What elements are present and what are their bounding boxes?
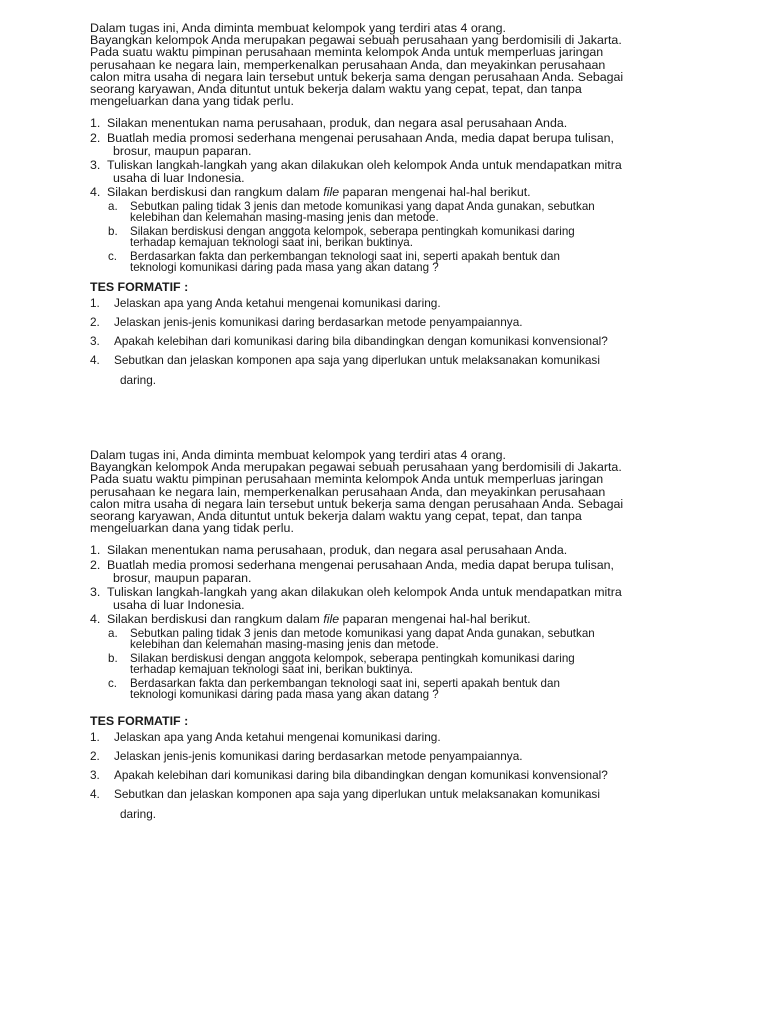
- question-number: 4.: [90, 353, 100, 368]
- subtask-text-continued: terhadap kemajuan teknologi saat ini, berikan buktinya.: [130, 663, 413, 677]
- question-text: Jelaskan jenis-jenis komunikasi daring berdasarkan metode penyampaiannya.: [114, 315, 523, 330]
- question-text: Apakah kelebihan dari komunikasi daring bila dibandingkan dengan komunikasi konvensional?: [114, 768, 608, 783]
- subtask-text-continued: kelebihan dan kelemahan masing-masing jenis dan metode.: [130, 638, 439, 652]
- subtask-text: Silakan berdiskusi dengan anggota kelompok, seberapa pentingkah komunikasi daring: [130, 224, 575, 238]
- question-text: Jelaskan apa yang Anda ketahui mengenai komunikasi daring.: [114, 730, 441, 745]
- task-number: 3.: [90, 585, 101, 600]
- subtask-item: [90, 628, 715, 651]
- task-list: [90, 544, 715, 700]
- question-item: [90, 354, 715, 386]
- question-text: Jelaskan jenis-jenis komunikasi daring berdasarkan metode penyampaiannya.: [114, 749, 523, 764]
- task-item: [90, 559, 715, 584]
- task-text: Silakan menentukan nama perusahaan, produk, dan negara asal perusahaan Anda.: [107, 543, 568, 558]
- question-item: [90, 731, 715, 743]
- subtask-letter: a.: [108, 199, 118, 213]
- task-text-pre: Silakan berdiskusi dan rangkum dalam: [107, 185, 324, 200]
- task-number: 1.: [90, 543, 101, 558]
- intro-line: seorang karyawan, Anda dituntut untuk bekerja dalam waktu yang cepat, tepat, dan tanpa: [90, 509, 582, 524]
- question-text-continued: daring.: [120, 807, 157, 822]
- task-item: [90, 586, 715, 611]
- task-number: 4.: [90, 185, 101, 200]
- question-text: Jelaskan apa yang Anda ketahui mengenai komunikasi daring.: [114, 296, 441, 311]
- task-text-continued: brosur, maupun paparan.: [113, 570, 252, 585]
- subtask-item: [90, 201, 715, 224]
- question-text-continued: daring.: [120, 373, 157, 388]
- question-number: 3.: [90, 334, 100, 349]
- intro-line: perusahaan ke negara lain, memperkenalkan perusahaan Anda, dan meyakinkan perusahaan: [90, 57, 606, 72]
- task-number: 4.: [90, 612, 101, 627]
- task-number: 3.: [90, 158, 101, 173]
- task-text: Buatlah media promosi sederhana mengenai perusahaan Anda, media dapat berupa tulisan,: [107, 558, 614, 573]
- intro-line: perusahaan ke negara lain, memperkenalkan perusahaan Anda, dan meyakinkan perusahaan: [90, 484, 606, 499]
- assignment-section-2: [90, 449, 715, 820]
- question-number: 1.: [90, 296, 100, 311]
- question-text: Sebutkan dan jelaskan komponen apa saja yang diperlukan untuk melaksanakan komunikasi: [114, 787, 600, 802]
- tes-formatif-heading: TES FORMATIF :: [90, 714, 189, 729]
- task-item: [90, 613, 715, 626]
- question-text: Apakah kelebihan dari komunikasi daring bila dibandingkan dengan komunikasi konvensional?: [114, 334, 608, 349]
- task-number: 2.: [90, 131, 101, 146]
- subtask-text-continued: teknologi komunikasi daring pada masa yang akan datang ?: [130, 261, 439, 275]
- subtask-text: Sebutkan paling tidak 3 jenis dan metode komunikasi yang dapat Anda gunakan, sebutkan: [130, 199, 595, 213]
- intro-paragraph: [90, 449, 715, 534]
- subtask-item: [90, 653, 715, 676]
- subtask-text-continued: terhadap kemajuan teknologi saat ini, berikan buktinya.: [130, 236, 413, 250]
- subtask-letter: b.: [108, 224, 118, 238]
- question-item: [90, 297, 715, 309]
- question-item: [90, 788, 715, 820]
- task-text-continued: usaha di luar Indonesia.: [113, 170, 245, 185]
- task-text-continued: usaha di luar Indonesia.: [113, 597, 245, 612]
- task-item: [90, 186, 715, 199]
- question-item: [90, 750, 715, 762]
- subtask-text-continued: kelebihan dan kelemahan masing-masing jenis dan metode.: [130, 211, 439, 225]
- subtask-letter: c.: [108, 676, 118, 690]
- subtask-text: Berdasarkan fakta dan perkembangan teknologi saat ini, seperti apakah bentuk dan: [130, 249, 560, 263]
- intro-line: Bayangkan kelompok Anda merupakan pegawai sebuah perusahaan yang berdomisili di Jakarta.: [90, 33, 622, 48]
- question-number: 1.: [90, 730, 100, 745]
- intro-line: seorang karyawan, Anda dituntut untuk bekerja dalam waktu yang cepat, tepat, dan tanpa: [90, 82, 582, 97]
- task-number: 1.: [90, 116, 101, 131]
- task-list: [90, 117, 715, 273]
- task-text-post: paparan mengenai hal-hal berikut.: [339, 612, 531, 627]
- intro-line: Dalam tugas ini, Anda diminta membuat kelompok yang terdiri atas 4 orang.: [90, 448, 506, 462]
- subtask-text: Sebutkan paling tidak 3 jenis dan metode komunikasi yang dapat Anda gunakan, sebutkan: [130, 626, 595, 640]
- task-text: Buatlah media promosi sederhana mengenai perusahaan Anda, media dapat berupa tulisan,: [107, 131, 614, 146]
- intro-line: calon mitra usaha di negara lain tersebut untuk bekerja sama dengan perusahaan Anda. Sebagai: [90, 496, 624, 511]
- subtask-text: Berdasarkan fakta dan perkembangan teknologi saat ini, seperti apakah bentuk dan: [130, 676, 560, 690]
- intro-paragraph: [90, 22, 715, 107]
- subtask-letter: b.: [108, 651, 118, 665]
- subtask-text: Silakan berdiskusi dengan anggota kelompok, seberapa pentingkah komunikasi daring: [130, 651, 575, 665]
- subtask-letter: c.: [108, 249, 118, 263]
- assignment-section-1: [90, 22, 715, 427]
- subtask-letter: a.: [108, 626, 118, 640]
- question-number: 4.: [90, 787, 100, 802]
- task-item: [90, 159, 715, 184]
- intro-line: Pada suatu waktu pimpinan perusahaan meminta kelompok Anda untuk memperluas jaringan: [90, 45, 604, 60]
- task-text-emphasis: file: [323, 185, 340, 200]
- task-text: Tuliskan langkah-langkah yang akan dilakukan oleh kelompok Anda untuk mendapatkan mitra: [107, 585, 622, 600]
- task-item: [90, 132, 715, 157]
- task-text: [107, 612, 531, 626]
- question-number: 3.: [90, 768, 100, 783]
- intro-line: Pada suatu waktu pimpinan perusahaan meminta kelompok Anda untuk memperluas jaringan: [90, 472, 604, 487]
- question-item: [90, 316, 715, 328]
- tes-formatif-heading: TES FORMATIF :: [90, 280, 189, 295]
- task-text-continued: brosur, maupun paparan.: [113, 143, 252, 158]
- task-text-post: paparan mengenai hal-hal berikut.: [339, 185, 531, 200]
- task-text: [107, 185, 531, 199]
- question-number: 2.: [90, 315, 100, 330]
- subtask-item: [90, 251, 715, 274]
- intro-line: Bayangkan kelompok Anda merupakan pegawai sebuah perusahaan yang berdomisili di Jakarta.: [90, 460, 622, 475]
- subtask-item: [90, 226, 715, 249]
- intro-line: mengeluarkan dana yang tidak perlu.: [90, 94, 294, 109]
- intro-line: Dalam tugas ini, Anda diminta membuat kelompok yang terdiri atas 4 orang.: [90, 21, 506, 35]
- question-item: [90, 769, 715, 781]
- question-item: [90, 335, 715, 347]
- question-text: Sebutkan dan jelaskan komponen apa saja yang diperlukan untuk melaksanakan komunikasi: [114, 353, 600, 368]
- question-number: 2.: [90, 749, 100, 764]
- subtask-item: [90, 678, 715, 701]
- intro-line: calon mitra usaha di negara lain tersebut untuk bekerja sama dengan perusahaan Anda. Sebagai: [90, 69, 624, 84]
- subtask-text-continued: teknologi komunikasi daring pada masa yang akan datang ?: [130, 688, 439, 702]
- task-text: Tuliskan langkah-langkah yang akan dilakukan oleh kelompok Anda untuk mendapatkan mitra: [107, 158, 622, 173]
- task-text-pre: Silakan berdiskusi dan rangkum dalam: [107, 612, 324, 627]
- task-text-emphasis: file: [323, 612, 340, 627]
- task-text: Silakan menentukan nama perusahaan, produk, dan negara asal perusahaan Anda.: [107, 116, 568, 131]
- task-item: [90, 117, 715, 130]
- intro-line: mengeluarkan dana yang tidak perlu.: [90, 521, 294, 536]
- task-item: [90, 544, 715, 557]
- document-page: [90, 22, 715, 820]
- task-number: 2.: [90, 558, 101, 573]
